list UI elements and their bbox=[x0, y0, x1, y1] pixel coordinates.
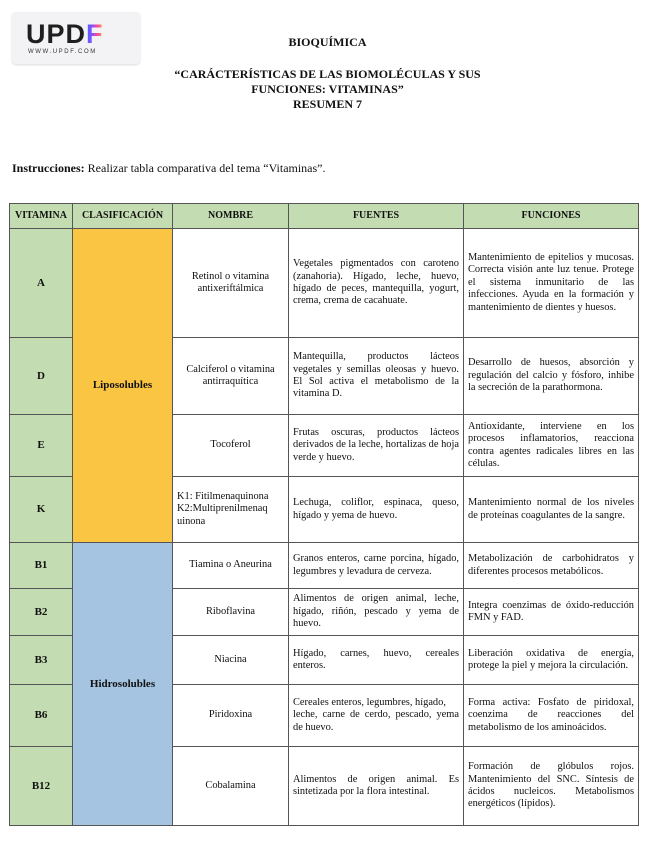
title-line-2: FUNCIONES: VITAMINAS” bbox=[251, 82, 404, 96]
vitamin-cell: B1 bbox=[10, 543, 73, 589]
name-line-2: K2:Multiprenilmenaq uinona bbox=[177, 503, 268, 527]
functions-cell: Antioxidante, interviene en los procesos inflamatorios, reacciona contra agentes radicales libres en las células. bbox=[464, 415, 639, 477]
functions-cell: Integra coenzimas de óxido-reducción FMN y FAD. bbox=[464, 589, 639, 636]
subject-heading: BIOQUÍMICA bbox=[288, 35, 367, 49]
header-clasificacion: CLASIFICACIÓN bbox=[73, 204, 173, 229]
sources-cell bbox=[289, 685, 464, 747]
sources-cell: Alimentos de origen animal, leche, hígado, riñón, pescado y yema de huevo. bbox=[289, 589, 464, 636]
functions-cell: Metabolización de carbohidratos y diferentes procesos metabólicos. bbox=[464, 543, 639, 589]
vitamin-cell: B2 bbox=[10, 589, 73, 636]
vitamin-cell: D bbox=[10, 338, 73, 415]
name-cell: Calciferol o vitamina antirraquítica bbox=[173, 338, 289, 415]
instructions-label: Instrucciones: bbox=[12, 161, 85, 175]
sources-cell: Alimentos de origen animal. Es sintetizada por la flora intestinal. bbox=[289, 747, 464, 826]
vitamin-cell: K bbox=[10, 477, 73, 543]
header-nombre: NOMBRE bbox=[173, 204, 289, 229]
name-cell: Retinol o vitamina antixeriftálmica bbox=[173, 229, 289, 338]
header-fuentes: FUENTES bbox=[289, 204, 464, 229]
name-cell: Tiamina o Aneurina bbox=[173, 543, 289, 589]
table-header-row bbox=[10, 204, 639, 229]
header-funciones: FUNCIONES bbox=[464, 204, 639, 229]
functions-cell: Forma activa: Fosfato de piridoxal, coenzima de reacciones del metabolismo de los aminoácidos. bbox=[464, 685, 639, 747]
vitamin-cell: B12 bbox=[10, 747, 73, 826]
title-line-3: RESUMEN 7 bbox=[292, 97, 362, 111]
group-liposolubles: Liposolubles bbox=[73, 229, 173, 543]
logo-url: WWW.UPDF.COM bbox=[28, 49, 97, 55]
name-cell: Piridoxina bbox=[173, 685, 289, 747]
vitamin-cell: E bbox=[10, 415, 73, 477]
name-cell bbox=[173, 477, 289, 543]
name-cell: Cobalamina bbox=[173, 747, 289, 826]
sources-line-1: Cereales enteros, legumbres, hígado, bbox=[293, 696, 446, 708]
functions-cell: Liberación oxidativa de energía, protege la piel y mejora la circulación. bbox=[464, 636, 639, 685]
name-line-1: K1: Fitilmenaquinona bbox=[177, 490, 269, 502]
sources-cell: Frutas oscuras, productos lácteos derivados de la leche, hortalizas de hoja verde y huevo. bbox=[289, 415, 464, 477]
functions-cell: Desarrollo de huesos, absorción y regulación del calcio y fósforo, inhibe la secreción de la parathormona. bbox=[464, 338, 639, 415]
table-row bbox=[10, 543, 639, 589]
table-row bbox=[10, 229, 639, 338]
name-cell: Riboflavina bbox=[173, 589, 289, 636]
sources-cell: Hígado, carnes, huevo, cereales enteros. bbox=[289, 636, 464, 685]
sources-cell: Granos enteros, carne porcina, hígado, legumbres y levadura de cerveza. bbox=[289, 543, 464, 589]
name-cell: Tocoferol bbox=[173, 415, 289, 477]
title-line-1: “CARÁCTERÍSTICAS DE LAS BIOMOLÉCULAS Y SUS bbox=[174, 67, 481, 81]
sources-cell: Vegetales pigmentados con caroteno (zanahoria). Hígado, leche, huevo, hígado de peces, mantequilla, yogurt, crema, crema de cacahuate. bbox=[289, 229, 464, 338]
document-title bbox=[0, 67, 655, 112]
functions-cell: Mantenimiento de epitelios y mucosas. Correcta visión ante luz tenue. Protege el sistema inmunitario de las infecciones. Ayuda en la formación y mantenimiento de dientes y huesos. bbox=[464, 229, 639, 338]
logo-wordmark: UPDF bbox=[26, 19, 104, 49]
vitamin-cell: A bbox=[10, 229, 73, 338]
functions-cell: Formación de glóbulos rojos. Mantenimiento del SNC. Síntesis de ácidos nucleicos. Metabolismos energéticos (lípidos). bbox=[464, 747, 639, 826]
vitamins-table bbox=[9, 203, 639, 826]
instructions bbox=[12, 161, 326, 176]
sources-cell: Mantequilla, productos lácteos vegetales y semillas oleosas y huevo. El Sol activa el metabolismo de la vitamina D. bbox=[289, 338, 464, 415]
instructions-text: Realizar tabla comparativa del tema “Vitaminas”. bbox=[84, 161, 326, 175]
header-vitamina: VITAMINA bbox=[10, 204, 73, 229]
group-hidrosolubles: Hidrosolubles bbox=[73, 543, 173, 826]
functions-cell: Mantenimiento normal de los niveles de proteínas coagulantes de la sangre. bbox=[464, 477, 639, 543]
vitamin-cell: B3 bbox=[10, 636, 73, 685]
sources-line-2: leche, carne de cerdo, pescado, yema de huevo. bbox=[293, 709, 459, 733]
vitamin-cell: B6 bbox=[10, 685, 73, 747]
name-cell: Niacina bbox=[173, 636, 289, 685]
sources-cell: Lechuga, coliflor, espinaca, queso, hígado y yema de huevo. bbox=[289, 477, 464, 543]
